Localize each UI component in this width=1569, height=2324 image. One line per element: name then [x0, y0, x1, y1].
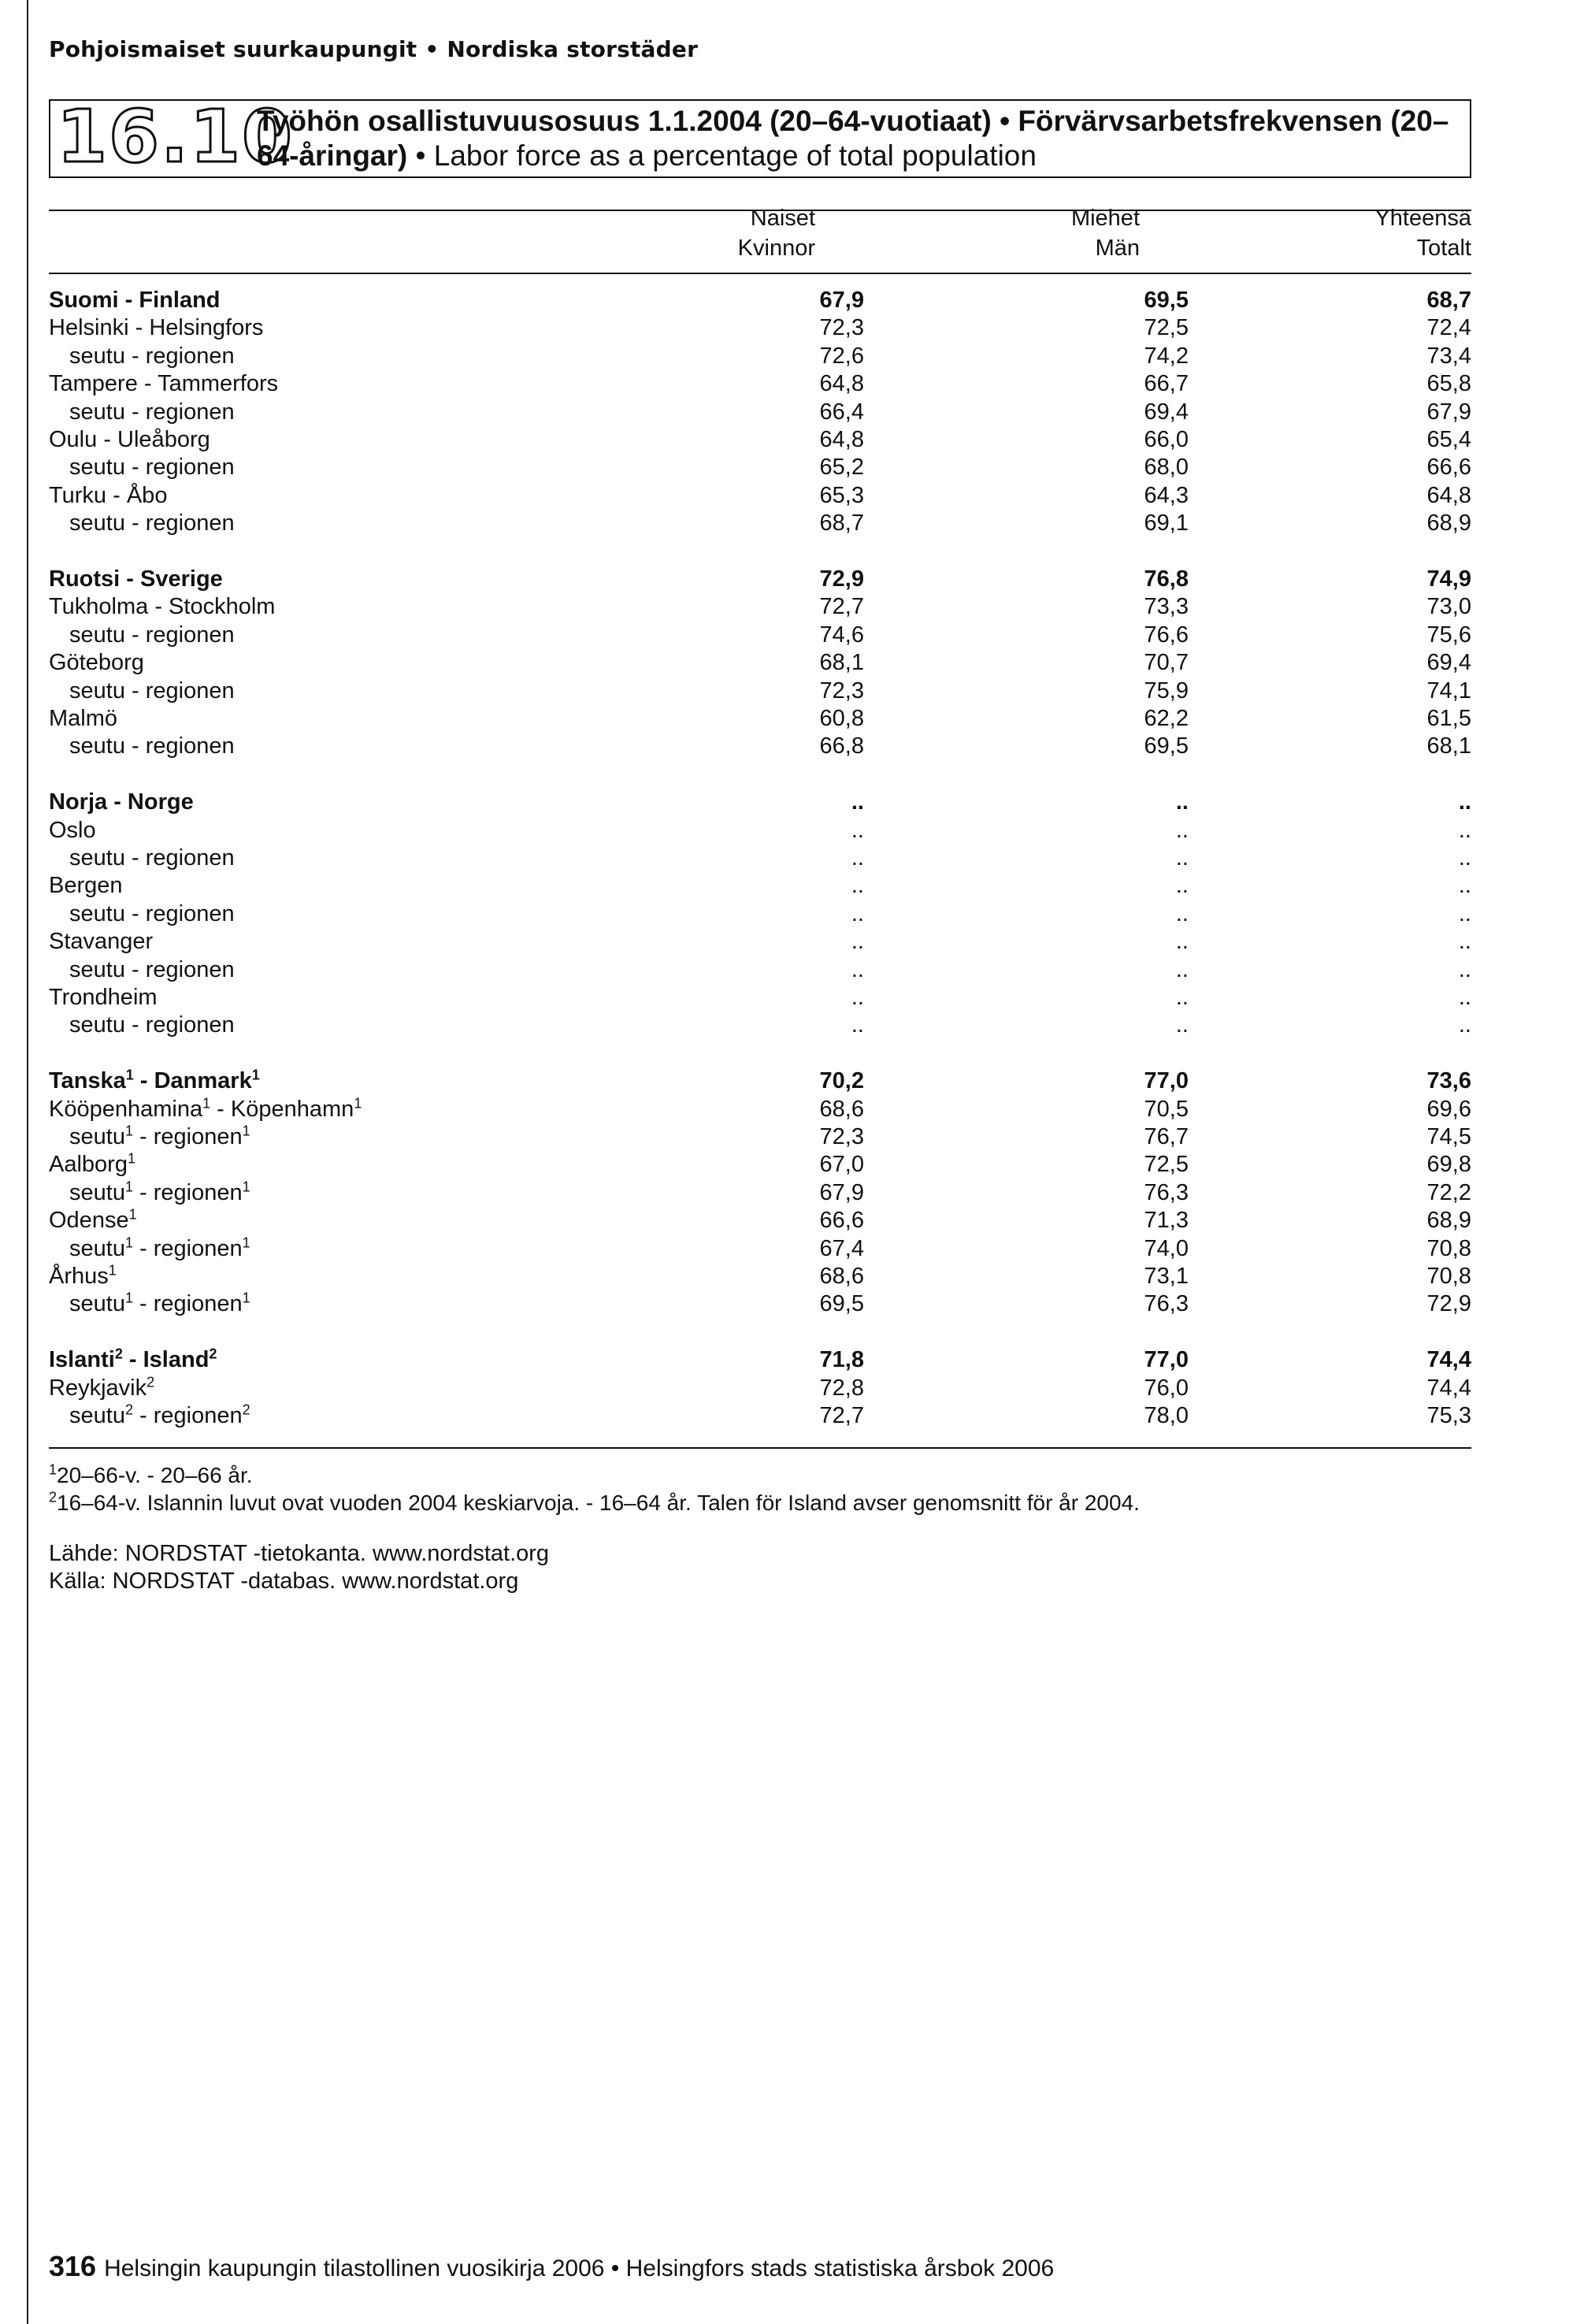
row-label-finnish: Tampere [49, 371, 138, 397]
table-row [49, 287, 1471, 314]
table-bottom-rule [49, 1447, 1471, 1449]
value-men: 76,7 [1144, 1124, 1189, 1149]
footnote-mark: 2 [114, 1346, 123, 1362]
value-women: 72,7 [819, 594, 864, 620]
row-label-swedish: Norge [127, 789, 194, 815]
value-women: 68,1 [819, 650, 864, 676]
table-row [49, 482, 1471, 510]
value-total: 69,6 [1426, 1096, 1471, 1122]
row-label-finnish: Tukholma [49, 594, 149, 620]
value-total: 74,4 [1426, 1347, 1471, 1373]
row-label [49, 984, 158, 1012]
header-bottom-rule [49, 273, 1471, 274]
column-header-women: Naiset Kvinnor [737, 206, 815, 261]
value-women: .. [851, 1012, 864, 1038]
row-label-finnish: Islanti [49, 1347, 115, 1373]
value-men: 73,3 [1144, 594, 1189, 620]
row-label [49, 1263, 117, 1290]
value-women: 70,2 [819, 1068, 864, 1094]
footer-text: Helsingin kaupungin tilastollinen vuosikirja 2006 • Helsingfors stads statistiska årsbok 2006 [104, 2255, 1055, 2281]
row-label-finnish: Aalborg [49, 1152, 128, 1178]
value-total: 70,8 [1426, 1264, 1471, 1289]
row-label-finnish: Tanska [49, 1068, 126, 1094]
row-label [49, 872, 123, 900]
value-total: 64,8 [1426, 482, 1471, 508]
value-total: 75,3 [1426, 1403, 1471, 1428]
row-label: seutu$^1$ - regionen$^1$ [69, 1290, 250, 1317]
row-label-swedish: Stockholm [169, 594, 276, 620]
row-label: Kööpenhamina$^1$ - Köpenhamn$^1$ [49, 1094, 362, 1122]
value-women: .. [851, 873, 864, 899]
value-total: .. [1458, 845, 1471, 871]
value-women: 68,6 [819, 1096, 864, 1122]
row-label-swedish: regionen [153, 1403, 243, 1428]
value-men: 74,0 [1144, 1235, 1189, 1261]
table-row [49, 314, 1471, 342]
value-total: 66,6 [1426, 455, 1471, 481]
table-row [49, 510, 1471, 537]
footnote-1: $^1$20–66-v. - 20–66 år. [49, 1461, 253, 1487]
value-total: 68,9 [1426, 510, 1471, 536]
value-total: 73,4 [1426, 343, 1471, 369]
row-label-finnish: seutu [69, 1124, 125, 1149]
value-women: 68,6 [819, 1264, 864, 1289]
value-women: 67,9 [819, 288, 864, 313]
row-label-swedish: Tammerfors [158, 371, 279, 397]
row-label-finnish: seutu [69, 733, 125, 759]
table-row [49, 454, 1471, 481]
table-row [49, 1151, 1471, 1179]
value-women: 66,8 [819, 733, 864, 759]
table-row [49, 1123, 1471, 1151]
value-women: 72,7 [819, 1403, 864, 1428]
table-row [49, 1263, 1471, 1290]
table-row [49, 1375, 1471, 1402]
table-row [49, 370, 1471, 398]
running-header: Pohjoismaiset suurkaupungit • Nordiska storstäder [49, 36, 699, 62]
footnote-mark: 1 [251, 1067, 260, 1083]
footnote-mark: 1 [242, 1234, 250, 1250]
value-men: .. [1175, 873, 1189, 899]
value-women: .. [851, 789, 864, 815]
row-label: Helsinki - Helsingfors [49, 315, 264, 341]
row-label-finnish: Trondheim [49, 985, 158, 1010]
value-men: 69,5 [1144, 288, 1189, 313]
footnote-mark: 1 [124, 1234, 133, 1250]
value-men: 69,4 [1144, 399, 1189, 425]
table-row [49, 399, 1471, 426]
value-total: 65,4 [1426, 427, 1471, 452]
row-label-swedish: Köpenhamn [230, 1096, 354, 1122]
value-women: 66,6 [819, 1208, 864, 1234]
value-total: 73,6 [1426, 1068, 1471, 1094]
value-men: 70,5 [1144, 1096, 1189, 1122]
value-total: 74,9 [1426, 566, 1471, 592]
row-label-finnish: seutu [69, 455, 125, 481]
value-women: 65,3 [819, 482, 864, 508]
value-women: .. [851, 929, 864, 955]
row-label-finnish: seutu [69, 900, 125, 926]
value-women: .. [851, 985, 864, 1010]
row-label: Suomi - Finland [49, 288, 221, 313]
row-label-finnish: seutu [69, 1012, 125, 1038]
value-total: .. [1458, 985, 1471, 1010]
value-women: .. [851, 817, 864, 843]
value-women: 74,6 [819, 622, 864, 648]
value-total: 74,1 [1426, 678, 1471, 704]
value-women: .. [851, 845, 864, 871]
row-label-finnish: seutu [69, 343, 125, 369]
value-total: 67,9 [1426, 399, 1471, 425]
table-row [49, 705, 1471, 733]
row-label-swedish: regionen [145, 510, 235, 536]
footnote-mark: 1 [124, 1123, 133, 1139]
row-label-finnish: Helsinki [49, 315, 129, 341]
table-row [49, 622, 1471, 649]
footnote-mark: 2 [147, 1373, 155, 1390]
value-total: .. [1458, 956, 1471, 982]
value-total: 61,5 [1426, 706, 1471, 731]
row-label-swedish: regionen [145, 956, 235, 982]
table-row [49, 566, 1471, 593]
footnote-mark: 2 [242, 1401, 250, 1418]
footnote-mark: 1 [128, 1206, 137, 1223]
value-women: 69,5 [819, 1291, 864, 1317]
value-total: .. [1458, 789, 1471, 815]
row-label-swedish: regionen [145, 343, 235, 369]
value-men: 77,0 [1144, 1347, 1189, 1373]
value-women: 60,8 [819, 706, 864, 731]
footnote-mark: 2 [209, 1346, 217, 1362]
value-men: 66,0 [1144, 427, 1189, 452]
footnotes [49, 1461, 1140, 1517]
value-women: 67,4 [819, 1235, 864, 1261]
row-label-finnish: Odense [49, 1208, 129, 1234]
row-label-swedish: regionen [153, 1124, 243, 1149]
row-label: Tanska$^1$ - Danmark$^1$ [49, 1067, 260, 1094]
row-label: seutu - regionen [69, 678, 235, 704]
footnote-mark: 1 [124, 1290, 133, 1306]
row-label: Turku - Åbo [49, 482, 168, 508]
value-men: 76,8 [1144, 566, 1189, 592]
table-row [49, 1012, 1471, 1039]
value-total: 69,4 [1426, 650, 1471, 676]
value-total: 69,8 [1426, 1152, 1471, 1178]
value-women: 72,9 [819, 566, 864, 592]
value-men: 75,9 [1144, 678, 1189, 704]
row-label-swedish: regionen [145, 622, 235, 648]
value-total: .. [1458, 873, 1471, 899]
source-swedish: Källa: NORDSTAT -databas. www.nordstat.org [49, 1569, 519, 1594]
row-label-swedish: Sverige [140, 566, 223, 592]
table-row [49, 1096, 1471, 1123]
row-label-swedish: regionen [145, 455, 235, 481]
value-men: 73,1 [1144, 1264, 1189, 1289]
row-label: seutu - regionen [69, 900, 235, 926]
value-women: 65,2 [819, 455, 864, 481]
value-men: 71,3 [1144, 1208, 1189, 1234]
table-row [49, 1235, 1471, 1263]
footnote-mark: 1 [124, 1179, 133, 1195]
value-total: 72,2 [1426, 1179, 1471, 1205]
table-row [49, 426, 1471, 454]
row-label: Oulu - Uleåborg [49, 427, 210, 452]
row-label-finnish: Oulu [49, 427, 98, 452]
row-label: seutu - regionen [69, 956, 235, 982]
footnote-mark: 1 [242, 1290, 250, 1306]
row-label [49, 928, 153, 956]
value-men: .. [1175, 985, 1189, 1010]
row-label: seutu$^1$ - regionen$^1$ [69, 1234, 250, 1261]
row-label-swedish: Danmark [154, 1068, 252, 1094]
value-women: 72,8 [819, 1375, 864, 1401]
row-label: seutu$^1$ - regionen$^1$ [69, 1179, 250, 1205]
table-row [49, 789, 1471, 816]
value-total: 74,4 [1426, 1375, 1471, 1401]
table-row [49, 1290, 1471, 1318]
footnote-mark: 1 [242, 1123, 250, 1139]
row-label: seutu - regionen [69, 510, 235, 536]
value-men: 76,6 [1144, 622, 1189, 648]
value-women: 64,8 [819, 427, 864, 452]
value-men: 68,0 [1144, 455, 1189, 481]
value-men: 74,2 [1144, 343, 1189, 369]
footnote-2: $^2$16–64-v. Islannin luvut ovat vuoden 2004 keskiarvoja. - 16–64 år. Talen för Island avser genomsnitt för år 2004. [49, 1489, 1140, 1515]
value-women: 67,9 [819, 1179, 864, 1205]
table-row [49, 872, 1471, 900]
value-total: .. [1458, 900, 1471, 926]
row-label [49, 1151, 135, 1179]
row-label-finnish: Göteborg [49, 650, 144, 676]
value-men: 69,5 [1144, 733, 1189, 759]
row-label: seutu$^2$ - regionen$^2$ [69, 1401, 250, 1428]
table-row [49, 1346, 1471, 1374]
value-total: 68,9 [1426, 1208, 1471, 1234]
table-row [49, 928, 1471, 956]
row-label-finnish: seutu [69, 678, 125, 704]
footnote-mark: 1 [354, 1094, 362, 1111]
row-label-swedish: regionen [145, 399, 235, 425]
row-label: seutu - regionen [69, 1012, 235, 1038]
value-women: 72,3 [819, 315, 864, 341]
row-label-swedish: Åbo [126, 482, 168, 508]
footnote-mark: 1 [242, 1179, 250, 1195]
row-label [49, 649, 144, 677]
row-label-swedish: regionen [145, 733, 235, 759]
value-men: 70,7 [1144, 650, 1189, 676]
table-row [49, 845, 1471, 872]
row-label-finnish: Kööpenhamina [49, 1096, 203, 1122]
table-row [49, 1402, 1471, 1430]
row-label-swedish: Helsingfors [149, 315, 264, 341]
table-row [49, 678, 1471, 705]
column-header-men: Miehet Män [1070, 206, 1140, 261]
table-title-box [49, 95, 1471, 179]
value-total: 68,7 [1426, 288, 1471, 313]
row-label-swedish: Uleåborg [117, 427, 210, 452]
row-label-finnish: Turku [49, 482, 107, 508]
value-total: .. [1458, 1012, 1471, 1038]
value-women: .. [851, 900, 864, 926]
table-number: 16.10 [57, 95, 295, 179]
table-row [49, 900, 1471, 928]
row-label-finnish: Reykjavik [49, 1375, 147, 1401]
row-label-swedish: regionen [145, 1012, 235, 1038]
row-label-finnish: Stavanger [49, 929, 154, 955]
row-label-swedish: regionen [145, 845, 235, 871]
row-label-finnish: Århus [49, 1264, 109, 1289]
value-men: .. [1175, 929, 1189, 955]
footnote-mark: 1 [125, 1067, 134, 1083]
value-women: 66,4 [819, 399, 864, 425]
table-row [49, 1179, 1471, 1207]
value-men: .. [1175, 956, 1189, 982]
value-men: 72,5 [1144, 1152, 1189, 1178]
row-label: Islanti$^2$ - Island$^2$ [49, 1346, 217, 1373]
row-label-finnish: seutu [69, 1403, 125, 1428]
row-label: Tampere - Tammerfors [49, 371, 279, 397]
row-label-finnish: seutu [69, 399, 125, 425]
value-men: 76,3 [1144, 1291, 1189, 1317]
table-title [257, 104, 1470, 173]
row-label: Norja - Norge [49, 789, 194, 815]
value-total: 70,8 [1426, 1235, 1471, 1261]
row-label-finnish: seutu [69, 1179, 125, 1205]
value-men: 76,3 [1144, 1179, 1189, 1205]
row-label-swedish: regionen [153, 1179, 243, 1205]
row-label-swedish: regionen [145, 678, 235, 704]
table-row [49, 817, 1471, 845]
row-label: Tukholma - Stockholm [49, 594, 276, 620]
value-men: .. [1175, 900, 1189, 926]
footnote-mark: 1 [108, 1262, 117, 1279]
row-label-finnish: seutu [69, 1235, 125, 1261]
footnote-mark: 2 [124, 1401, 133, 1418]
table-row [49, 984, 1471, 1012]
table-title-english: • Labor force as a percentage of total population [407, 139, 1037, 172]
row-label: seutu - regionen [69, 845, 235, 871]
table-title-main: Työhön osallistuvuusosuus 1.1.2004 (20–64-vuotiaat) • Förvärvsarbetsfrekvensen (20–64-åringar) [257, 105, 1449, 172]
table-row [49, 593, 1471, 621]
value-men: .. [1175, 845, 1189, 871]
row-label-swedish: regionen [153, 1291, 243, 1317]
row-label: seutu - regionen [69, 399, 235, 425]
table-row [49, 649, 1471, 677]
table-row [49, 1207, 1471, 1234]
value-men: 76,0 [1144, 1375, 1189, 1401]
value-men: 66,7 [1144, 371, 1189, 397]
value-women: 71,8 [819, 1347, 864, 1373]
row-label: seutu - regionen [69, 343, 235, 369]
value-men: 72,5 [1144, 315, 1189, 341]
value-total: 75,6 [1426, 622, 1471, 648]
page-number: 316 [49, 2250, 97, 2282]
row-label-finnish: seutu [69, 622, 125, 648]
row-label: Ruotsi - Sverige [49, 566, 223, 592]
row-label-finnish: seutu [69, 956, 125, 982]
row-label-swedish: Finland [139, 288, 221, 313]
page-footer [49, 2250, 1054, 2283]
value-total: 73,0 [1426, 594, 1471, 620]
row-label-swedish: regionen [145, 900, 235, 926]
row-label-finnish: Norja [49, 789, 108, 815]
row-label [49, 1207, 137, 1234]
row-label-swedish: Island [143, 1347, 210, 1373]
value-total: 65,8 [1426, 371, 1471, 397]
row-label [49, 705, 117, 733]
row-label-finnish: Oslo [49, 817, 96, 843]
footnote-mark: 1 [202, 1094, 211, 1111]
value-women: 72,6 [819, 343, 864, 369]
row-label [49, 817, 96, 845]
row-label-finnish: Ruotsi [49, 566, 121, 592]
row-label-finnish: seutu [69, 510, 125, 536]
source-note [49, 1540, 549, 1595]
row-label-finnish: seutu [69, 845, 125, 871]
row-label-finnish: seutu [69, 1291, 125, 1317]
source-finnish: Lähde: NORDSTAT -tietokanta. www.nordstat.org [49, 1541, 550, 1566]
value-men: .. [1175, 1012, 1189, 1038]
value-men: 64,3 [1144, 482, 1189, 508]
value-women: .. [851, 956, 864, 982]
row-label-finnish: Suomi [49, 288, 119, 313]
value-men: 69,1 [1144, 510, 1189, 536]
value-total: 68,1 [1426, 733, 1471, 759]
value-women: 64,8 [819, 371, 864, 397]
value-men: 77,0 [1144, 1068, 1189, 1094]
value-total: 72,4 [1426, 315, 1471, 341]
value-total: .. [1458, 929, 1471, 955]
table-row [49, 733, 1471, 760]
row-label-finnish: Bergen [49, 873, 123, 899]
value-women: 68,7 [819, 510, 864, 536]
value-men: 78,0 [1144, 1403, 1189, 1428]
table-row [49, 343, 1471, 370]
page-margin-line [27, 0, 28, 2324]
row-label: seutu - regionen [69, 733, 235, 759]
table-row [49, 956, 1471, 984]
value-total: .. [1458, 817, 1471, 843]
row-label-swedish: regionen [153, 1235, 243, 1261]
value-total: 72,9 [1426, 1291, 1471, 1317]
row-label: seutu - regionen [69, 622, 235, 648]
value-women: 72,3 [819, 678, 864, 704]
value-men: .. [1175, 817, 1189, 843]
row-label: seutu$^1$ - regionen$^1$ [69, 1123, 250, 1149]
table-row [49, 1067, 1471, 1095]
row-label [49, 1375, 154, 1402]
value-men: 62,2 [1144, 706, 1189, 731]
value-women: 72,3 [819, 1124, 864, 1149]
row-label-finnish: Malmö [49, 706, 118, 731]
footnote-mark: 1 [127, 1150, 135, 1167]
value-women: 67,0 [819, 1152, 864, 1178]
column-header-total: Yhteensä Totalt [1374, 206, 1471, 261]
value-total: 74,5 [1426, 1124, 1471, 1149]
value-men: .. [1175, 789, 1189, 815]
row-label: seutu - regionen [69, 455, 235, 481]
